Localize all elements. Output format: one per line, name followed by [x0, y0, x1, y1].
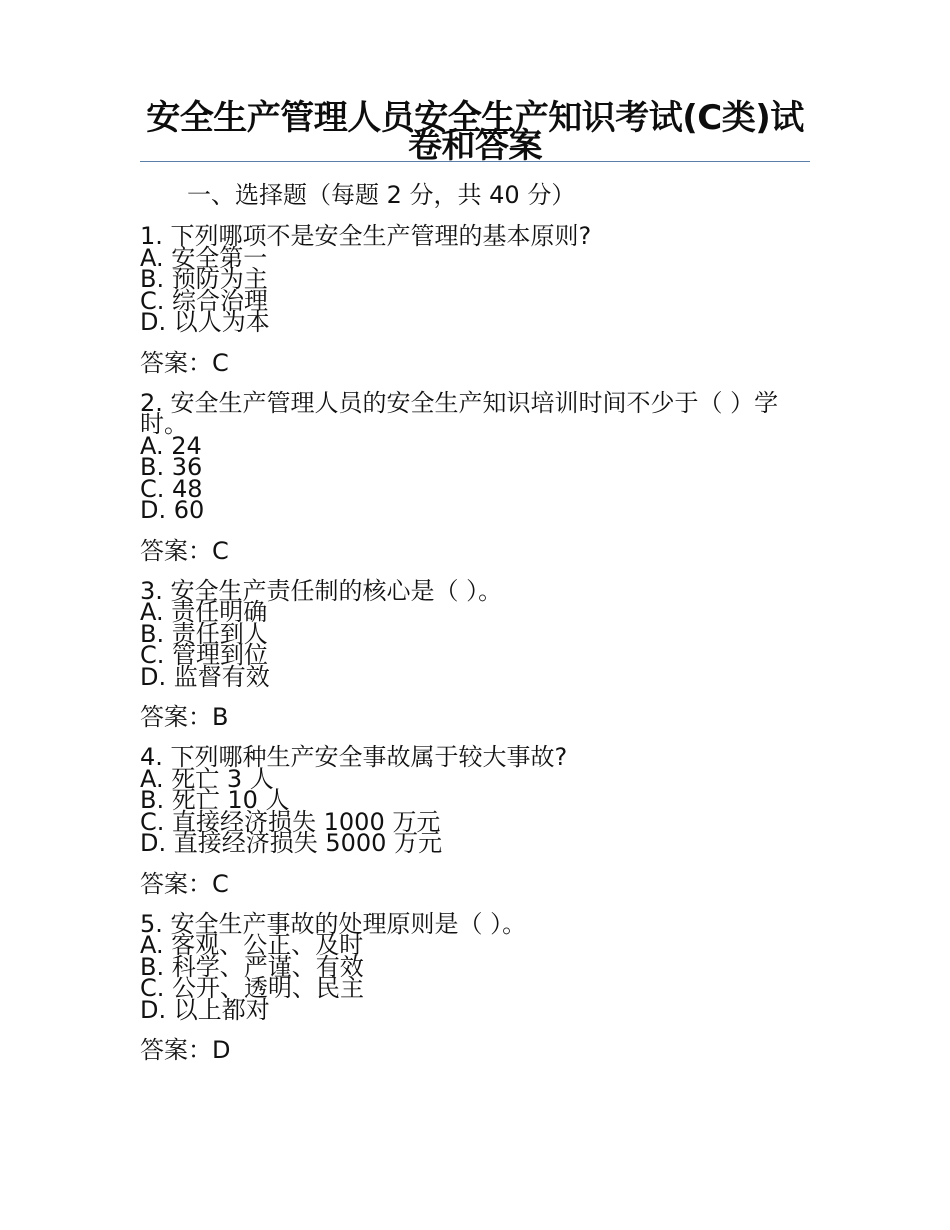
answer-line: 答案：B — [140, 703, 229, 731]
option-c: C. 直接经济损失 1000 万元 — [140, 807, 441, 836]
option-a: A. 24 — [140, 431, 202, 460]
question-stem: 1. 下列哪项不是安全生产管理的基本原则? — [140, 222, 592, 250]
option-a: A. 责任明确 — [140, 598, 268, 626]
option-a: A. 客观、公正、及时 — [140, 931, 364, 959]
answer-line: 答案：D — [140, 1036, 231, 1064]
question-stem: 5. 安全生产事故的处理原则是（ ）。 — [140, 909, 527, 938]
option-d: D. 监督有效 — [140, 662, 270, 691]
option-c: C. 公开、透明、民主 — [140, 974, 365, 1002]
document-title: 安全生产管理人员安全生产知识考试(C类)试卷和答案 — [146, 98, 804, 166]
title-underline — [140, 161, 810, 162]
option-c: C. 管理到位 — [140, 641, 269, 669]
option-d: D. 以人为本 — [140, 308, 270, 336]
option-d: D. 60 — [140, 496, 205, 524]
option-b: B. 责任到人 — [140, 619, 268, 648]
question-1 — [140, 222, 805, 378]
option-a: A. 死亡 3 人 — [140, 764, 274, 793]
answer-line: 答案：C — [140, 536, 229, 565]
option-d: D. 以上都对 — [140, 995, 270, 1024]
option-d: D. 直接经济损失 5000 万元 — [140, 829, 443, 857]
question-3 — [140, 576, 805, 733]
option-b: B. 36 — [140, 453, 203, 481]
option-b: B. 死亡 10 人 — [140, 786, 290, 814]
option-a: A. 安全第一 — [140, 243, 268, 272]
question-stem: 2. 安全生产管理人员的安全生产知识培训时间不少于（ ）学时。 — [140, 388, 779, 438]
answer-line: 答案：C — [140, 869, 229, 898]
option-c: C. 48 — [140, 474, 203, 503]
answer-line: 答案：C — [140, 348, 229, 377]
option-c: C. 综合治理 — [140, 286, 269, 315]
question-stem: 3. 安全生产责任制的核心是（ ）。 — [140, 576, 503, 605]
question-5 — [140, 909, 805, 1066]
option-b: B. 科学、严谨、有效 — [140, 952, 364, 981]
question-4 — [140, 743, 805, 899]
section-heading: 一、选择题（每题 2 分，共 40 分） — [187, 181, 576, 209]
question-stem: 4. 下列哪种生产安全事故属于较大事故? — [140, 743, 568, 771]
option-b: B. 预防为主 — [140, 265, 268, 293]
question-2 — [140, 388, 805, 566]
question-list — [140, 222, 805, 1080]
